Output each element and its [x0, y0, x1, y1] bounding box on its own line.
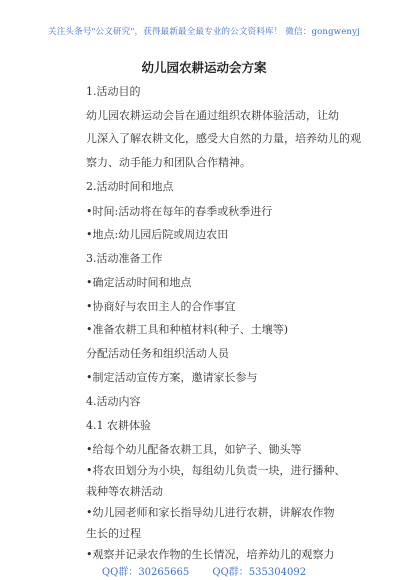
paragraph-line: 分配活动任务和组织活动人员 — [86, 347, 229, 360]
section-heading-content: 4.活动内容 — [86, 395, 141, 408]
section-heading-purpose: 1.活动目的 — [86, 85, 141, 98]
bullet-item: •制定活动宣传方案，邀请家长参与 — [86, 371, 258, 384]
document-title: 幼儿园农耕运动会方案 — [141, 60, 267, 75]
paragraph-line: 生长的过程 — [86, 527, 141, 540]
qq-group-1: QQ群：30265665 — [101, 567, 190, 578]
section-heading-time-place: 2.活动时间和地点 — [86, 180, 174, 193]
bullet-item: •将农田划分为小块，每组幼儿负责一块，进行播种、 — [86, 464, 346, 477]
bullet-item: •观察并记录农作物的生长情况，培养幼儿的观察力 — [86, 548, 335, 561]
paragraph-line: 儿深入了解农耕文化，感受大自然的力量，培养幼儿的观 — [86, 132, 361, 145]
bullet-item: •确定活动时间和地点 — [86, 276, 192, 289]
bullet-item: •幼儿园老师和家长指导幼儿进行农耕，讲解农作物 — [86, 506, 335, 519]
section-heading-preparation: 3.活动准备工作 — [86, 252, 163, 265]
footer-qq-groups — [0, 563, 408, 578]
qq-group-2: QQ群：535304092 — [212, 567, 307, 578]
header-promo-note: 关注头条号"公文研究"，获得最新最全最专业的公文资料库！ 微信：gongwenyj — [48, 27, 360, 37]
bullet-item: •协商好与农田主人的合作事宜 — [86, 300, 236, 313]
subsection-heading: 4.1 农耕体验 — [86, 419, 151, 432]
bullet-item: •给每个幼儿配备农耕工具，如铲子、锄头等 — [86, 443, 302, 456]
bullet-item: •地点:幼儿园后院或周边农田 — [86, 228, 229, 241]
paragraph-line: 幼儿园农耕运动会旨在通过组织农耕体验活动，让幼 — [86, 109, 339, 122]
paragraph-line: 栽种等农耕活动 — [86, 485, 163, 498]
paragraph-line: 察力、动手能力和团队合作精神。 — [86, 156, 251, 169]
bullet-item: •时间:活动将在每年的春季或秋季进行 — [86, 205, 273, 218]
bullet-item: •准备农耕工具和种植材料(种子、土壤等) — [86, 323, 289, 336]
